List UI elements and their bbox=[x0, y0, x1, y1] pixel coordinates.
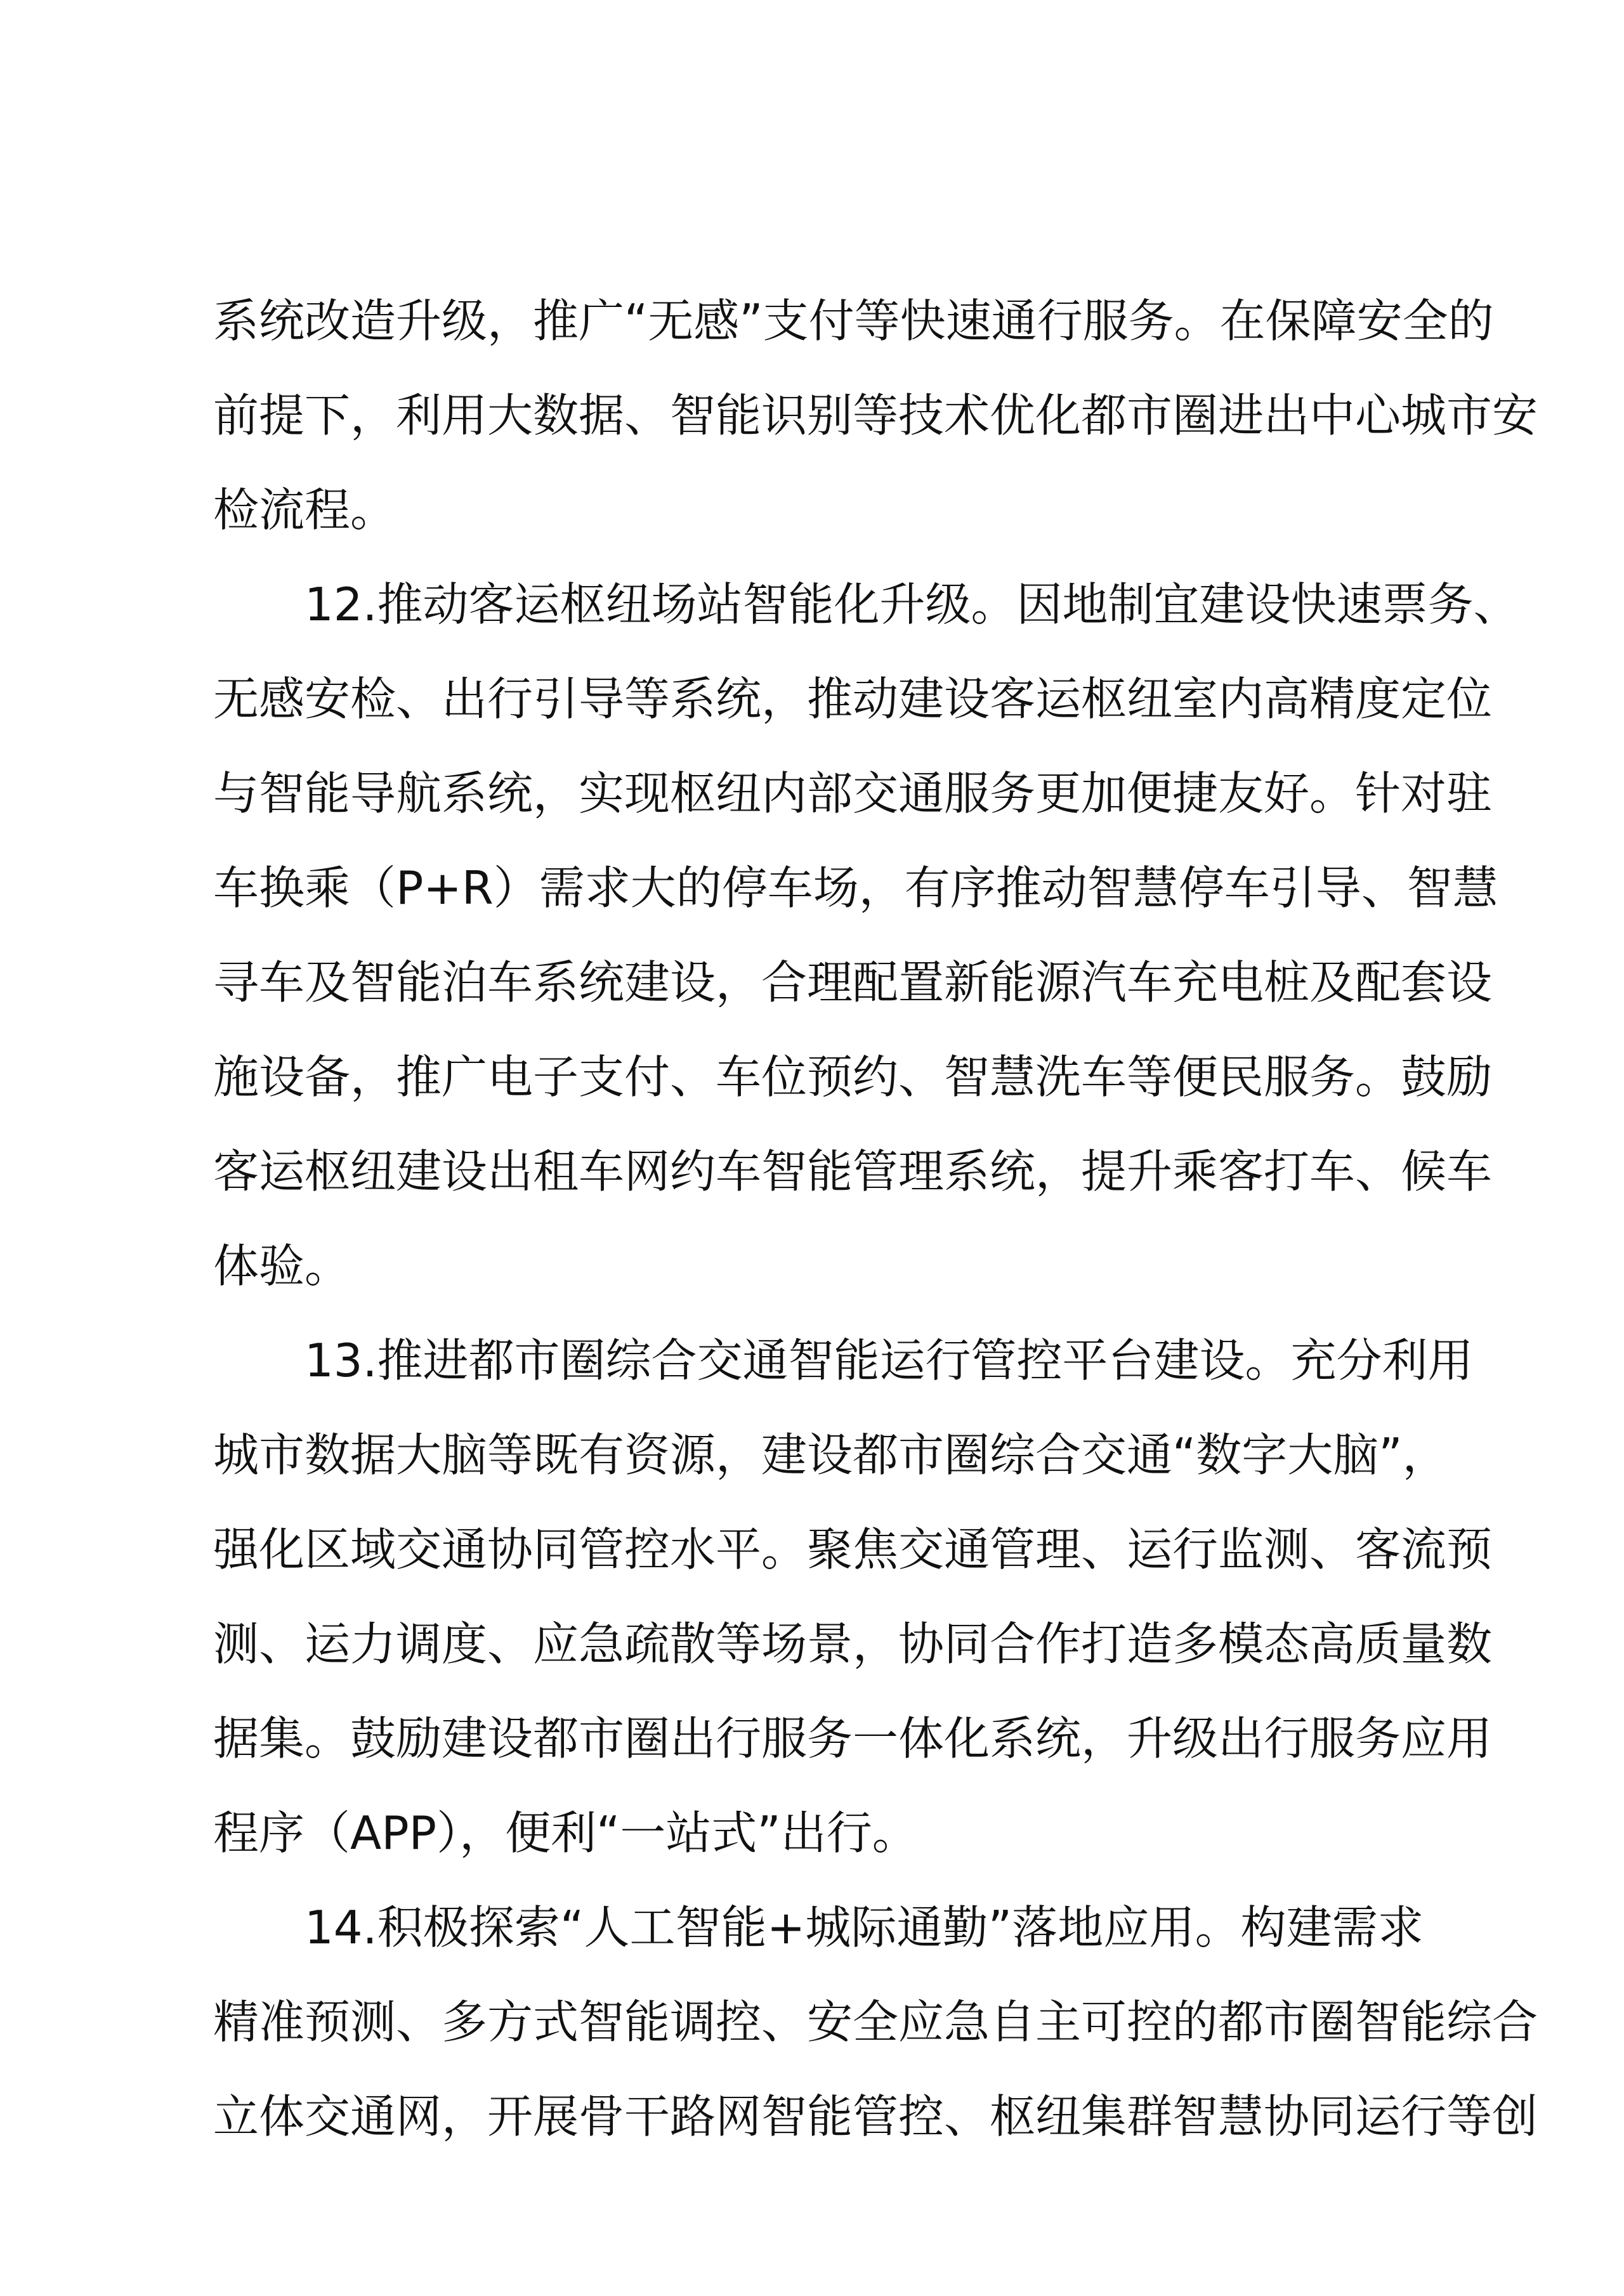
paragraph-13 bbox=[213, 1314, 1493, 1881]
document-page bbox=[213, 274, 1538, 2164]
text-line: 寻车及智能泊车系统建设，合理配置新能源汽车充电桩及配套设 bbox=[213, 956, 1493, 1009]
text-line: 客运枢纽建设出租车网约车智能管理系统，提升乘客打车、候车 bbox=[213, 1145, 1493, 1198]
text-line: 城市数据大脑等既有资源，建设都市圈综合交通“数字大脑”， bbox=[213, 1428, 1448, 1482]
text-line: 系统改造升级，推广“无感”支付等快速通行服务。在保障安全的 bbox=[213, 294, 1494, 348]
text-line: 据集。鼓励建设都市圈出行服务一体化系统，升级出行服务应用 bbox=[213, 1712, 1493, 1765]
text-line: 测、运力调度、应急疏散等场景，协同合作打造多模态高质量数 bbox=[213, 1617, 1493, 1671]
text-line: 车换乘（P+R）需求大的停车场，有序推动智慧停车引导、智慧 bbox=[213, 861, 1498, 915]
text-line: 体验。 bbox=[213, 1239, 351, 1293]
text-line: 前提下，利用大数据、智能识别等技术优化都市圈进出中心城市安 bbox=[213, 389, 1538, 442]
text-line: 检流程。 bbox=[213, 483, 396, 537]
paragraph-14 bbox=[213, 1881, 1538, 2164]
paragraph-12 bbox=[213, 558, 1519, 1314]
text-line: 立体交通网，开展骨干路网智能管控、枢纽集群智慧协同运行等创 bbox=[213, 2090, 1538, 2143]
paragraph-1 bbox=[213, 274, 1538, 558]
text-line: 强化区域交通协同管控水平。聚焦交通管理、运行监测、客流预 bbox=[213, 1523, 1493, 1576]
text-line: 无感安检、出行引导等系统，推动建设客运枢纽室内高精度定位 bbox=[213, 672, 1493, 726]
text-line: 程序（APP），便利“一站式”出行。 bbox=[213, 1806, 918, 1860]
text-line: 施设备，推广电子支付、车位预约、智慧洗车等便民服务。鼓励 bbox=[213, 1050, 1493, 1104]
text-line: 精准预测、多方式智能调控、安全应急自主可控的都市圈智能综合 bbox=[213, 1995, 1538, 2049]
text-line: 13.推进都市圈综合交通智能运行管控平台建设。充分利用 bbox=[304, 1334, 1474, 1387]
text-line: 12.推动客运枢纽场站智能化升级。因地制宜建设快速票务、 bbox=[304, 578, 1519, 631]
text-line: 与智能导航系统，实现枢纽内部交通服务更加便捷友好。针对驻 bbox=[213, 767, 1493, 820]
text-line: 14.积极探索“人工智能+城际通勤”落地应用。构建需求 bbox=[304, 1901, 1424, 1954]
